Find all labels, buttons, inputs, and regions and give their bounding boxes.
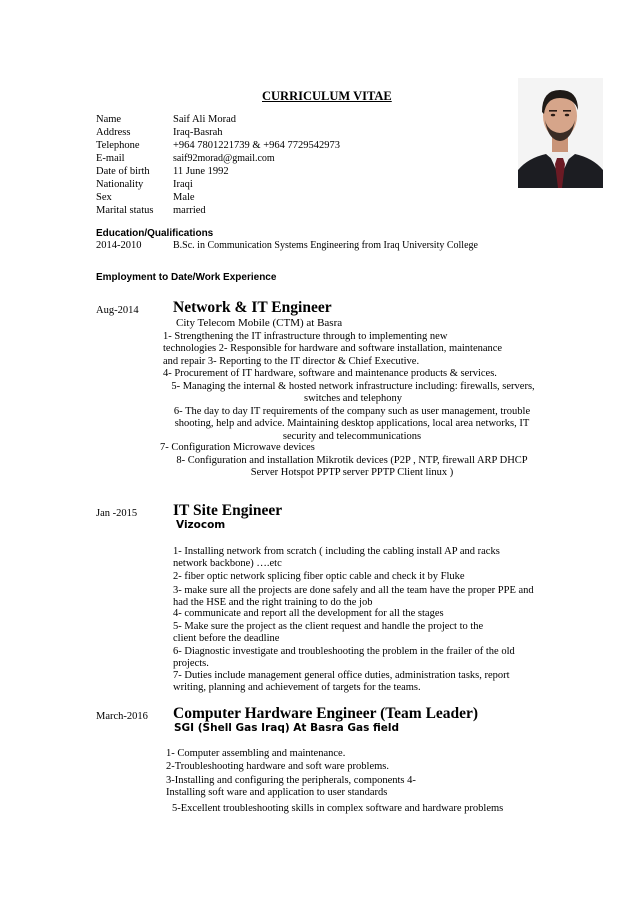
profile-photo xyxy=(518,78,603,188)
label-dob: Date of birth xyxy=(96,166,150,177)
job-date: Aug-2014 xyxy=(96,305,139,316)
value-sex: Male xyxy=(173,192,195,203)
value-telephone: +964 7801221739 & +964 7729542973 xyxy=(173,140,341,151)
job-duty: 1- Installing network from scratch ( including the cabling install AP and racks network backbone) ….etc xyxy=(173,546,500,570)
label-address: Address xyxy=(96,127,131,138)
value-email: saif92morad@gmail.com xyxy=(173,153,275,164)
job-duty: 7- Duties include management general office duties, administration tasks, report writing, planning and achievement of targets for the teams. xyxy=(173,670,510,694)
job-duty: 6- Diagnostic investigate and troubleshooting the problem in the frailer of the old projects. xyxy=(173,646,515,670)
job-duty: 8- Configuration and installation Mikrotik devices (P2P , NTP, firewall ARP DHCP Server Hotspot PPTP server PPTP Client linux ) xyxy=(176,455,528,479)
value-nationality: Iraqi xyxy=(173,179,193,190)
job-duty: 1- Strengthening the IT infrastructure through to implementing new technologies 2- Responsible for hardware and software installation, maintenance and repair 3- Reporting to the IT director & Chief Executive. xyxy=(163,331,503,367)
label-nationality: Nationality xyxy=(96,179,144,190)
job-duty: 2- fiber optic network splicing fiber optic cable and check it by Fluke xyxy=(173,571,465,582)
job-date: March-2016 xyxy=(96,711,148,722)
label-email: E-mail xyxy=(96,153,125,164)
value-name: Saif Ali Morad xyxy=(173,114,236,125)
job-title: Network & IT Engineer xyxy=(173,299,332,316)
value-marital: married xyxy=(173,205,206,216)
value-dob: 11 June 1992 xyxy=(173,166,229,177)
job-company: City Telecom Mobile (CTM) at Basra xyxy=(176,317,343,329)
job-date: Jan -2015 xyxy=(96,508,138,519)
value-address: Iraq-Basrah xyxy=(173,127,223,138)
page-title: CURRICULUM VITAE xyxy=(262,89,392,103)
job-company: Vizocom xyxy=(176,519,226,531)
job-duty: 4- communicate and report all the development for all the stages xyxy=(173,608,444,619)
job-title: IT Site Engineer xyxy=(173,502,283,519)
job-duty: 5- Make sure the project as the client request and handle the project to the client before the deadline xyxy=(173,621,484,645)
job-duty: 4- Procurement of IT hardware, software and maintenance products & services. xyxy=(163,368,497,379)
job-duty: 1- Computer assembling and maintenance. xyxy=(166,748,346,759)
label-marital: Marital status xyxy=(96,205,154,216)
job-duty: 5-Excellent troubleshooting skills in complex software and hardware problems xyxy=(172,803,504,814)
education-heading: Education/Qualifications xyxy=(96,228,214,239)
job-duty: 5- Managing the internal & hosted network infrastructure including: firewalls, servers, switches and telephony xyxy=(171,381,535,405)
employment-heading: Employment to Date/Work Experience xyxy=(96,272,277,283)
label-sex: Sex xyxy=(96,192,112,203)
job-duty: 3- make sure all the projects are done safely and all the team have the proper PPE and had the HSE and the right training to do the job xyxy=(173,585,534,609)
education-detail: B.Sc. in Communication Systems Engineering from Iraq University College xyxy=(173,240,478,251)
job-company: SGI (Shell Gas Iraq) At Basra Gas field xyxy=(174,722,399,734)
job-duty: 6- The day to day IT requirements of the company such as user management, trouble shooting, help and advice. Maintaining desktop applications, local area networks, IT security and telecommunications xyxy=(173,406,531,442)
education-period: 2014-2010 xyxy=(96,240,142,251)
job-title: Computer Hardware Engineer (Team Leader) xyxy=(173,705,479,722)
label-name: Name xyxy=(96,114,122,125)
label-telephone: Telephone xyxy=(96,140,140,151)
job-duty: 3-Installing and configuring the peripherals, components 4-Installing soft ware and application to user standards xyxy=(166,775,416,799)
job-duty: 2-Troubleshooting hardware and soft ware problems. xyxy=(166,761,389,772)
job-duty: 7- Configuration Microwave devices xyxy=(160,442,315,453)
